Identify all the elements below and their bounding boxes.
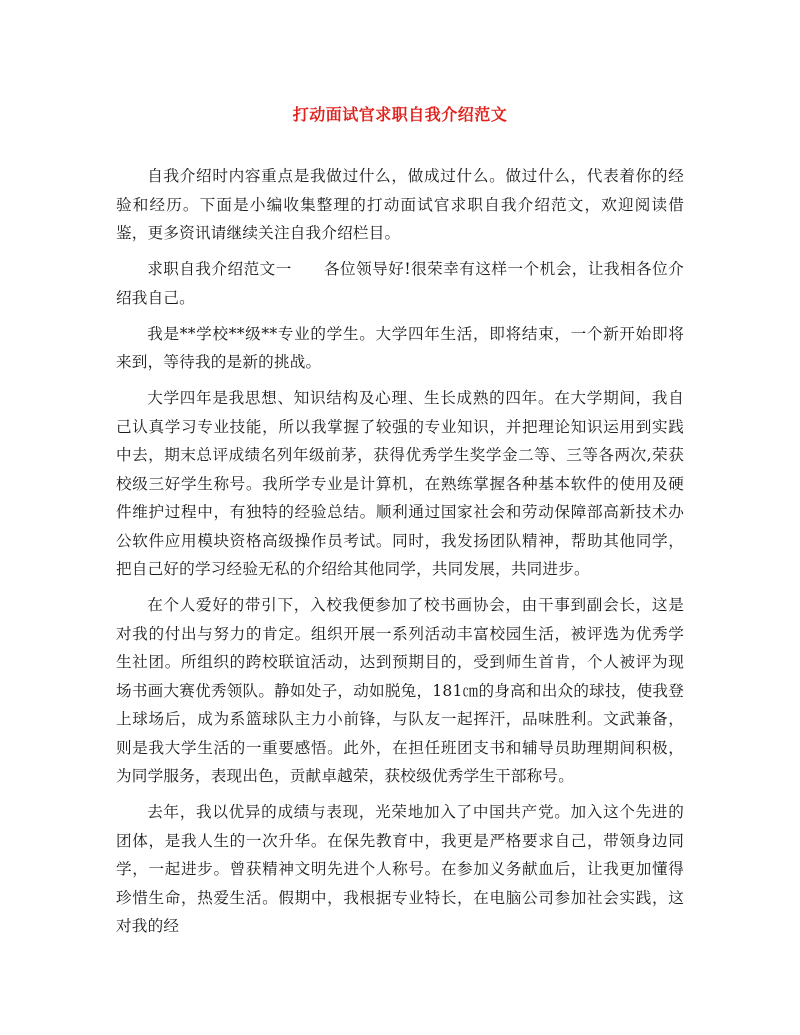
- document-body: [116, 162, 684, 948]
- document-title: 打动面试官求职自我介绍范文: [292, 105, 508, 124]
- paragraph-hobbies-activities: 在个人爱好的带引下，入校我便参加了校书画协会，由干事到副会长，这是对我的付出与努力的肯定。组织开展一系列活动丰富校园生活，被评选为优秀学生社团。所组织的跨校联谊活动，达到预期目的，受到师生首肯，个人被评为现场书画大赛优秀领队。静如处子，动如脱兔，181㎝的身高和出众的球技，使我登上球场后，成为系篮球队主力小前锋，与队友一起挥汗，品味胜利。文武兼备，则是我大学生活的一重要感悟。此外，在担任班团支书和辅导员助理期间积极，为同学服务，表现出色，贡献卓越荣，获校级优秀学生干部称号。: [116, 596, 684, 785]
- paragraph-student-background: 我是**学校**级**专业的学生。大学四年生活，即将结束，一个新开始即将来到，等待我的是新的挑战。: [116, 324, 684, 371]
- paragraph-university-study: 大学四年是我思想、知识结构及心理、生长成熟的四年。在大学期间，我自己认真学习专业技能，所以我掌握了较强的专业知识，并把理论知识运用到实践中去，期末总评成绩名列年级前茅，获得优秀学生奖学金二等、三等各两次,荣获校级三好学生称号。我所学专业是计算机，在熟练掌握各种基本软件的使用及硬件维护过程中，有独特的经验总结。顺利通过国家社会和劳动保障部高新技术办公软件应用模块资格高级操作员考试。同时，我发扬团队精神，帮助其他同学，把自己好的学习经验无私的介绍给其他同学，共同发展，共同进步。: [116, 389, 684, 578]
- paragraph-party-membership: 去年，我以优异的成绩与表现，光荣地加入了中国共产党。加入这个先进的团体，是我人生的一次升华。在保先教育中，我更是严格要求自己，带领身边同学，一起进步。曾获精神文明先进个人称号。在参加义务献血后，让我更加懂得珍惜生命，热爱生活。假期中，我根据专业特长，在电脑公司参加社会实践，这对我的经: [116, 803, 684, 935]
- paragraph-intro: 自我介绍时内容重点是我做过什么，做成过什么。做过什么，代表着你的经验和经历。下面是小编收集整理的打动面试官求职自我介绍范文，欢迎阅读借鉴，更多资讯请继续关注自我介绍栏目。: [116, 167, 684, 242]
- paragraph-sample-one-opening: 求职自我介绍范文一 各位领导好!很荣幸有这样一个机会，让我相各位介绍我自己。: [116, 260, 684, 307]
